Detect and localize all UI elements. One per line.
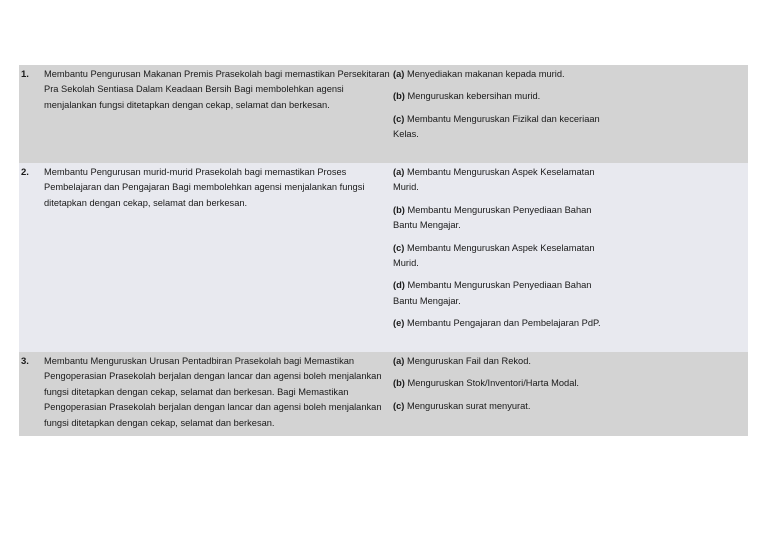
duties-table: [19, 65, 748, 436]
row-number: 3.: [21, 356, 29, 367]
sub-item: (e) Membantu Pengajaran dan Pembelajaran PdP.: [393, 318, 601, 329]
row-number: 1.: [21, 69, 29, 80]
sub-item: (b) Menguruskan Stok/Inventori/Harta Modal.: [393, 378, 580, 389]
sub-item-list: [393, 352, 748, 436]
sub-item: (c) Menguruskan surat menyurat.: [393, 400, 531, 411]
table-row: [19, 65, 748, 163]
sub-item: (c) Membantu Menguruskan Aspek Keselamatan Murid.: [393, 242, 595, 269]
row-description: Membantu Menguruskan Urusan Pentadbiran Prasekolah bagi Memastikan Pengoperasian Prasekolah berjalan dengan lancar dan agensi boleh menjalankan fungsi ditetapkan dengan cekap, selamat dan berkesan. Bagi Memastikan Pengoperasian Prasekolah berjalan dengan lancar dan agensi boleh menjalankan fungsi ditetapkan dengan cekap, selamat dan berkesan.: [44, 356, 382, 428]
sub-item-list: [393, 163, 748, 352]
sub-item: (a) Menyediakan makanan kepada murid.: [393, 69, 565, 79]
sub-item: (a) Menguruskan Fail dan Rekod.: [393, 356, 531, 366]
sub-item: (c) Membantu Menguruskan Fizikal dan keceriaan Kelas.: [393, 113, 600, 140]
table-row: [19, 352, 748, 436]
row-description: Membantu Pengurusan Makanan Premis Prasekolah bagi memastikan Persekitaran Pra Sekolah Sentiasa Dalam Keadaan Bersih Bagi membolehkan agensi menjalankan fungsi ditetapkan dengan cekap, selamat dan berkesan.: [44, 69, 390, 110]
sub-item: (b) Membantu Menguruskan Penyediaan Bahan Bantu Mengajar.: [393, 204, 592, 231]
sub-item: (b) Menguruskan kebersihan murid.: [393, 91, 541, 102]
sub-item-list: [393, 65, 748, 163]
row-description: Membantu Pengurusan murid-murid Prasekolah bagi memastikan Proses Pembelajaran dan Pengajaran Bagi membolehkan agensi menjalankan fungsi ditetapkan dengan cekap, selamat dan berkesan.: [44, 167, 365, 208]
row-number: 2.: [21, 167, 29, 178]
sub-item: (a) Membantu Menguruskan Aspek Keselamatan Murid.: [393, 167, 595, 193]
sub-item: (d) Membantu Menguruskan Penyediaan Bahan Bantu Mengajar.: [393, 280, 592, 306]
table-row: [19, 163, 748, 352]
